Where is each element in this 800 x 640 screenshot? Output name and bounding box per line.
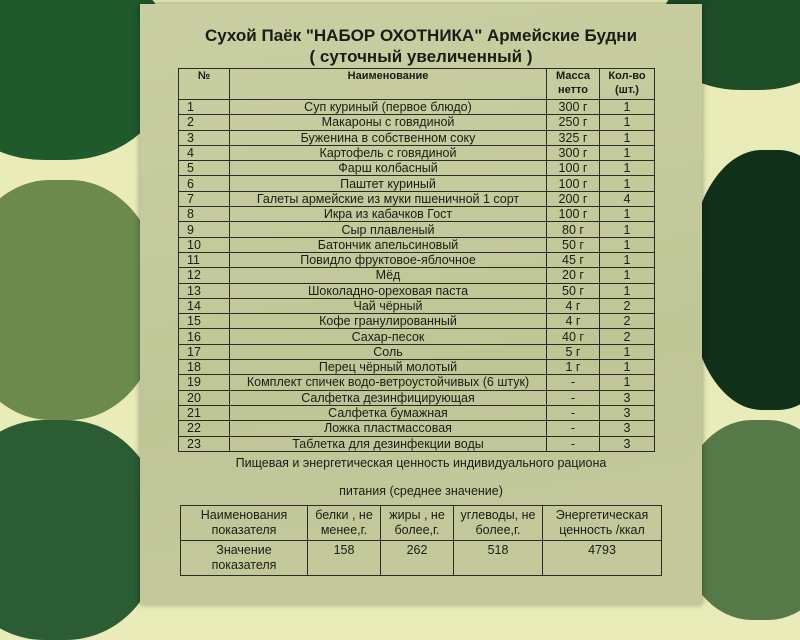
cell-num: 10 bbox=[179, 237, 230, 252]
nutrition-caption-2: питания (среднее значение) bbox=[339, 484, 503, 498]
cell-qty: 1 bbox=[600, 222, 655, 237]
cell-name: Таблетка для дезинфекции воды bbox=[230, 436, 547, 451]
cell-name: Шоколадно-ореховая паста bbox=[230, 283, 547, 298]
table-row bbox=[179, 237, 655, 252]
table-row bbox=[179, 375, 655, 390]
cell-mass: 1 г bbox=[547, 360, 600, 375]
table-row bbox=[179, 130, 655, 145]
cell-mass: 50 г bbox=[547, 237, 600, 252]
cell-qty: 3 bbox=[600, 436, 655, 451]
cell-mass: 100 г bbox=[547, 207, 600, 222]
table-row bbox=[179, 405, 655, 420]
cell-mass: 250 г bbox=[547, 115, 600, 130]
cell-num: 12 bbox=[179, 268, 230, 283]
cell-name: Буженина в собственном соку bbox=[230, 130, 547, 145]
nutrition-header: углеводы, не более,г. bbox=[454, 506, 543, 541]
cell-num: 16 bbox=[179, 329, 230, 344]
cell-qty: 2 bbox=[600, 314, 655, 329]
cell-num: 5 bbox=[179, 161, 230, 176]
nutrition-value: 518 bbox=[454, 541, 543, 576]
cell-name: Фарш колбасный bbox=[230, 161, 547, 176]
cell-qty: 1 bbox=[600, 268, 655, 283]
table-row bbox=[179, 329, 655, 344]
nutrition-value-row bbox=[181, 541, 662, 576]
table-row bbox=[179, 115, 655, 130]
nutrition-value: 262 bbox=[381, 541, 454, 576]
table-row bbox=[179, 252, 655, 267]
table-row bbox=[179, 176, 655, 191]
table-row bbox=[179, 191, 655, 206]
nutrition-header-row bbox=[181, 506, 662, 541]
cell-num: 22 bbox=[179, 421, 230, 436]
cell-mass: 200 г bbox=[547, 191, 600, 206]
table-row bbox=[179, 421, 655, 436]
cell-num: 23 bbox=[179, 436, 230, 451]
table-row bbox=[179, 283, 655, 298]
cell-mass: - bbox=[547, 405, 600, 420]
cell-qty: 3 bbox=[600, 405, 655, 420]
nutrition-header: Наименования показателя bbox=[181, 506, 308, 541]
cell-name: Чай чёрный bbox=[230, 298, 547, 313]
cell-num: 4 bbox=[179, 145, 230, 160]
cell-name: Галеты армейские из муки пшеничной 1 сорт bbox=[230, 191, 547, 206]
cell-mass: 100 г bbox=[547, 161, 600, 176]
cell-num: 20 bbox=[179, 390, 230, 405]
cell-qty: 1 bbox=[600, 176, 655, 191]
cell-mass: 40 г bbox=[547, 329, 600, 344]
cell-mass: 4 г bbox=[547, 298, 600, 313]
cell-num: 3 bbox=[179, 130, 230, 145]
cell-qty: 1 bbox=[600, 161, 655, 176]
cell-mass: - bbox=[547, 436, 600, 451]
nutrition-value: 4793 bbox=[543, 541, 662, 576]
cell-mass: 4 г bbox=[547, 314, 600, 329]
cell-qty: 1 bbox=[600, 375, 655, 390]
cell-name: Салфетка дезинфицирующая bbox=[230, 390, 547, 405]
table-row bbox=[179, 436, 655, 451]
cell-name: Соль bbox=[230, 344, 547, 359]
table-row bbox=[179, 360, 655, 375]
nutrition-value: Значение показателя bbox=[181, 541, 308, 576]
cell-name: Суп куриный (первое блюдо) bbox=[230, 100, 547, 115]
cell-qty: 3 bbox=[600, 421, 655, 436]
cell-qty: 1 bbox=[600, 115, 655, 130]
cell-mass: 5 г bbox=[547, 344, 600, 359]
cell-name: Салфетка бумажная bbox=[230, 405, 547, 420]
nutrition-header: жиры , не более,г. bbox=[381, 506, 454, 541]
cell-name: Паштет куриный bbox=[230, 176, 547, 191]
col-qty: Кол-во (шт.) bbox=[600, 69, 655, 100]
table-header-row bbox=[179, 69, 655, 100]
cell-name: Макароны с говядиной bbox=[230, 115, 547, 130]
table-row bbox=[179, 100, 655, 115]
cell-mass: 100 г bbox=[547, 176, 600, 191]
cell-mass: - bbox=[547, 421, 600, 436]
table-row bbox=[179, 344, 655, 359]
table-row bbox=[179, 145, 655, 160]
cell-qty: 3 bbox=[600, 390, 655, 405]
cell-mass: 80 г bbox=[547, 222, 600, 237]
cell-num: 1 bbox=[179, 100, 230, 115]
label-title: Сухой Паёк "НАБОР ОХОТНИКА" Армейские Будни bbox=[204, 26, 638, 45]
cell-qty: 1 bbox=[600, 100, 655, 115]
cell-name: Повидло фруктовое-яблочное bbox=[230, 252, 547, 267]
cell-name: Батончик апельсиновый bbox=[230, 237, 547, 252]
cell-qty: 1 bbox=[600, 237, 655, 252]
table-row bbox=[179, 298, 655, 313]
cell-num: 7 bbox=[179, 191, 230, 206]
cell-qty: 1 bbox=[600, 252, 655, 267]
cell-num: 21 bbox=[179, 405, 230, 420]
cell-num: 15 bbox=[179, 314, 230, 329]
cell-mass: 300 г bbox=[547, 145, 600, 160]
nutrition-value: 158 bbox=[308, 541, 381, 576]
cell-name: Икра из кабачков Гост bbox=[230, 207, 547, 222]
cell-qty: 1 bbox=[600, 283, 655, 298]
label-subtitle: ( суточный увеличенный ) bbox=[309, 47, 533, 66]
table-row bbox=[179, 222, 655, 237]
cell-num: 18 bbox=[179, 360, 230, 375]
col-name: Наименование bbox=[230, 69, 547, 100]
cell-mass: 50 г bbox=[547, 283, 600, 298]
cell-name: Картофель с говядиной bbox=[230, 145, 547, 160]
cell-name: Комплект спичек водо-ветроустойчивых (6 штук) bbox=[230, 375, 547, 390]
cell-name: Сыр плавленый bbox=[230, 222, 547, 237]
cell-num: 8 bbox=[179, 207, 230, 222]
cell-qty: 2 bbox=[600, 329, 655, 344]
nutrition-header: Энергетическая ценность /ккал bbox=[543, 506, 662, 541]
cell-mass: 300 г bbox=[547, 100, 600, 115]
cell-qty: 2 bbox=[600, 298, 655, 313]
ration-label bbox=[140, 4, 702, 604]
table-row bbox=[179, 161, 655, 176]
cell-qty: 1 bbox=[600, 145, 655, 160]
cell-qty: 1 bbox=[600, 360, 655, 375]
cell-name: Мёд bbox=[230, 268, 547, 283]
cell-num: 9 bbox=[179, 222, 230, 237]
nutrition-caption-1: Пищевая и энергетическая ценность индивидуального рациона bbox=[235, 456, 607, 470]
cell-qty: 1 bbox=[600, 344, 655, 359]
nutrition-table bbox=[180, 505, 662, 576]
table-row bbox=[179, 390, 655, 405]
cell-num: 11 bbox=[179, 252, 230, 267]
table-row bbox=[179, 207, 655, 222]
cell-num: 13 bbox=[179, 283, 230, 298]
cell-name: Кофе гранулированный bbox=[230, 314, 547, 329]
col-num: № bbox=[179, 69, 230, 100]
table-row bbox=[179, 268, 655, 283]
cell-name: Сахар-песок bbox=[230, 329, 547, 344]
cell-qty: 1 bbox=[600, 130, 655, 145]
cell-num: 2 bbox=[179, 115, 230, 130]
cell-mass: 325 г bbox=[547, 130, 600, 145]
cell-qty: 4 bbox=[600, 191, 655, 206]
contents-table bbox=[178, 68, 655, 452]
cell-num: 17 bbox=[179, 344, 230, 359]
nutrition-header: белки , не менее,г. bbox=[308, 506, 381, 541]
cell-mass: 45 г bbox=[547, 252, 600, 267]
cell-mass: - bbox=[547, 375, 600, 390]
cell-mass: 20 г bbox=[547, 268, 600, 283]
cell-num: 19 bbox=[179, 375, 230, 390]
cell-mass: - bbox=[547, 390, 600, 405]
cell-num: 14 bbox=[179, 298, 230, 313]
cell-name: Ложка пластмассовая bbox=[230, 421, 547, 436]
col-mass: Масса нетто bbox=[547, 69, 600, 100]
cell-name: Перец чёрный молотый bbox=[230, 360, 547, 375]
table-row bbox=[179, 314, 655, 329]
cell-qty: 1 bbox=[600, 207, 655, 222]
cell-num: 6 bbox=[179, 176, 230, 191]
